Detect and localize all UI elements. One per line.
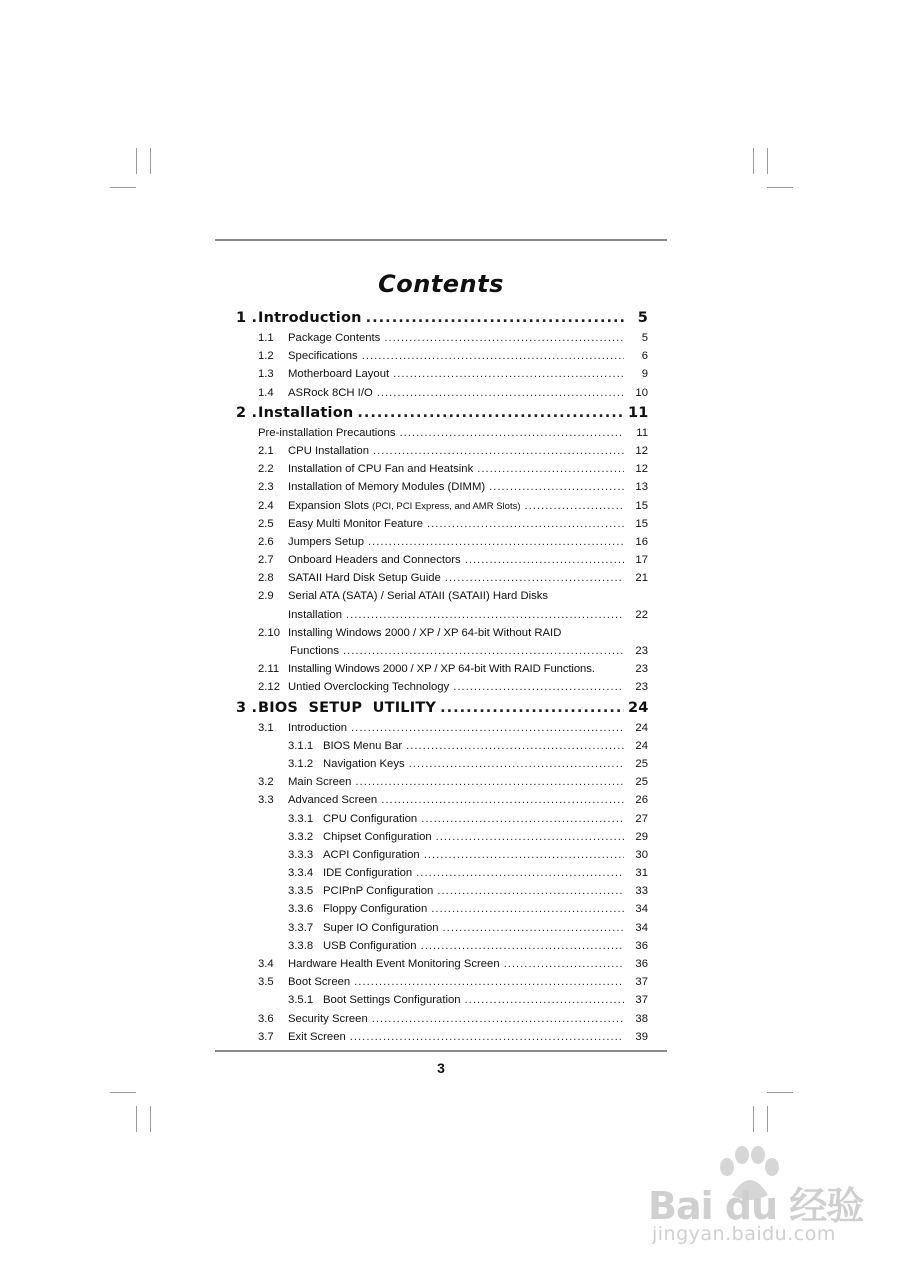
dot-leader [346,606,624,624]
dot-leader [421,810,624,828]
entry-page: 33 [635,885,648,898]
entry-title: Installation of CPU Fan and Heatsink [288,463,474,476]
entry-number: 3.1.1 [288,739,314,752]
entry-title: Onboard Headers and Connectors [288,554,461,567]
entry-number: 2.7 [258,554,274,567]
entry-number: 3.2 [258,776,274,789]
entry-number: 3.5 [258,976,274,989]
entry-title: Exit Screen [288,1030,346,1043]
section-title: Introduction [258,310,362,326]
dot-leader [489,478,624,496]
section-page: 11 [628,404,649,421]
dot-leader [427,515,624,533]
entry-title: Pre-installation Precautions [258,426,396,439]
entry-title: Chipset Configuration [323,830,432,843]
entry-title: CPU Configuration [323,812,418,825]
entry-title: Serial ATA (SATA) / Serial ATAII (SATAII) Hard Disks [288,590,549,603]
entry-title: Boot Settings Configuration [323,994,461,1007]
dot-leader [393,365,624,383]
entry-title-note: (PCI, PCI Express, and AMR Slots) [372,500,521,512]
toc-entry[interactable] [236,347,648,365]
dot-leader [437,882,624,900]
toc-entry[interactable] [236,515,648,533]
entry-page: 26 [635,794,648,807]
toc-entry[interactable] [236,973,648,991]
toc-entry[interactable] [236,365,648,383]
dot-leader [525,497,624,515]
entry-number: 2.2 [258,463,274,476]
toc-entry[interactable] [236,791,648,809]
entry-number: 3.3.4 [288,867,314,880]
entry-number: 3.5.1 [288,994,314,1007]
toc-entry[interactable] [236,991,648,1009]
entry-page: 31 [635,867,648,880]
dot-leader [377,384,624,402]
dot-leader [424,846,624,864]
dot-leader [416,864,624,882]
entry-page: 15 [635,517,648,530]
page-number: 3 [437,1060,445,1076]
watermark-url: jingyan.baidu.com [652,1223,836,1245]
entry-number: 3.6 [258,1012,274,1025]
dot-leader [445,569,624,587]
toc-section[interactable] [236,307,648,329]
entry-number: 3.3.3 [288,848,314,861]
watermark [640,1145,890,1270]
dot-leader [431,900,624,918]
bottom-rule [215,1050,667,1052]
toc-entry[interactable] [236,384,648,402]
dot-leader [357,402,624,424]
toc-entry[interactable] [236,810,648,828]
entry-page: 37 [635,976,648,989]
entry-page: 16 [635,535,648,548]
entry-page: 12 [635,444,648,457]
dot-leader [343,642,624,660]
top-rule [215,239,667,241]
toc-entry[interactable] [236,1028,648,1046]
entry-title: Jumpers Setup [288,535,364,548]
dot-leader [372,1010,624,1028]
dot-leader [409,755,624,773]
entry-page: 36 [635,958,648,970]
entry-page: 12 [635,463,648,476]
entry-page: 27 [635,812,648,825]
entry-title: CPU Installation [288,444,369,457]
entry-title: Installing Windows 2000 / XP / XP 64-bit Without RAID [288,626,562,639]
entry-number: 3.3.8 [288,939,314,952]
entry-page: 21 [635,572,648,585]
crop-mark [767,1106,768,1132]
dot-leader [440,697,624,719]
entry-number: 2.11 [258,663,280,676]
entry-number: 3.3.2 [288,830,314,843]
toc-entry[interactable] [236,719,648,737]
entry-title: Specifications [288,350,358,363]
toc-entry[interactable] [236,755,648,773]
toc-entry[interactable] [236,497,648,515]
dot-leader [465,551,624,569]
toc-entry[interactable] [236,660,648,678]
entry-number: 2.9 [258,590,274,603]
crop-mark [110,187,136,188]
entry-number: 1.4 [258,386,274,399]
entry-page: 5 [641,332,648,344]
dot-leader [351,719,624,737]
dot-leader [362,347,624,365]
toc-section[interactable] [236,697,648,719]
entry-number: 1.3 [258,368,274,381]
entry-title: Super IO Configuration [323,921,439,934]
toc-entry[interactable] [236,551,648,569]
toc-entry[interactable] [236,678,648,696]
toc-entry[interactable] [236,624,648,642]
toc-entry[interactable] [236,442,648,460]
toc-entry[interactable] [236,900,648,918]
crop-mark [753,148,754,174]
entry-title: BIOS Menu Bar [323,739,403,752]
toc-entry[interactable] [236,478,648,496]
entry-page: 37 [635,994,648,1007]
entry-number: 2.12 [258,681,280,694]
entry-number: 2.8 [258,572,274,585]
entry-number: 3.1 [258,721,274,734]
watermark-brand: Bai du 经验 [648,1184,864,1228]
dot-leader [421,937,624,955]
entry-title: Boot Screen [288,976,351,989]
entry-page: 15 [635,499,648,512]
entry-page: 23 [635,681,648,694]
entry-title: Advanced Screen [288,794,378,807]
entry-title [288,497,521,516]
entry-page: 9 [641,368,648,381]
entry-title: ACPI Configuration [323,848,420,861]
entry-title: Installation of Memory Modules (DIMM) [288,481,486,494]
entry-title-main: Expansion Slots [288,499,370,512]
section-page: 24 [628,699,649,716]
entry-number: 2.6 [258,535,274,548]
toc-entry[interactable] [236,955,648,973]
dot-leader [368,533,624,551]
toc-entry[interactable] [236,569,648,587]
entry-number: 3.3.5 [288,885,314,898]
entry-page: 36 [635,939,648,952]
dot-leader [465,991,624,1009]
toc-entry-continued[interactable] [236,642,648,660]
entry-title: Functions [290,645,339,657]
toc-entry[interactable] [236,882,648,900]
toc-entry[interactable] [236,424,648,442]
section-title: BIOS SETUP UTILITY [258,699,437,716]
toc-entry[interactable] [236,828,648,846]
toc-entry[interactable] [236,460,648,478]
section-page: 5 [637,310,648,326]
toc-entry[interactable] [236,919,648,937]
crop-mark [150,148,151,174]
entry-title: USB Configuration [323,939,417,952]
dot-leader [436,828,624,846]
entry-number: 3.3.7 [288,921,314,934]
entry-title: PCIPnP Configuration [323,885,434,898]
entry-page: 29 [635,830,648,843]
entry-page: 11 [636,426,648,439]
entry-title: SATAII Hard Disk Setup Guide [288,572,441,585]
entry-number: 2.3 [258,481,274,494]
entry-page: 30 [635,848,648,861]
entry-title: Navigation Keys [323,757,405,770]
entry-number: 2.5 [258,517,274,530]
dot-leader [453,678,624,696]
toc-entry[interactable] [236,1010,648,1028]
dot-leader [355,773,624,791]
toc-entry[interactable] [236,587,648,605]
entry-title: Untied Overclocking Technology [288,681,450,694]
entry-number: 3.7 [258,1030,274,1043]
dot-leader [366,307,624,329]
toc-entry[interactable] [236,329,648,347]
section-number: 1 . [236,310,258,326]
dot-leader [350,1028,624,1046]
entry-page: 24 [635,721,648,734]
entry-number: 3.3 [258,794,274,807]
entry-page: 22 [635,608,648,621]
entry-page: 25 [635,776,648,789]
toc-entry[interactable] [236,864,648,882]
entry-number: 3.4 [258,958,274,970]
entry-title: Main Screen [288,776,352,789]
entry-title: Introduction [288,721,348,734]
toc-section[interactable] [236,402,648,424]
section-number: 3 . [236,699,258,716]
page-title: Contents [378,270,504,298]
entry-page: 17 [635,554,648,567]
entry-page: 23 [635,663,648,676]
entry-page: 23 [635,645,648,657]
dot-leader [443,919,624,937]
crop-mark [136,1106,137,1132]
entry-number: 3.3.1 [288,812,314,825]
crop-mark [767,148,768,174]
crop-mark [753,1106,754,1132]
entry-page: 13 [635,481,648,494]
toc-entry[interactable] [236,846,648,864]
entry-title: Package Contents [288,332,381,344]
entry-page: 39 [635,1030,648,1043]
entry-page: 34 [635,903,648,916]
entry-page: 6 [641,350,648,363]
entry-number: 2.1 [258,444,274,457]
entry-title: Installation [288,608,343,621]
entry-title: Installing Windows 2000 / XP / XP 64-bit With RAID Functions. [288,663,595,676]
crop-mark [136,148,137,174]
entry-number: 3.1.2 [288,757,314,770]
entry-page: 10 [635,386,648,399]
entry-number: 1.1 [258,332,274,344]
toc-entry-continued[interactable] [236,606,648,624]
toc-entry[interactable] [236,533,648,551]
toc-entry[interactable] [236,937,648,955]
entry-title: Floppy Configuration [323,903,428,916]
entry-number: 2.10 [258,626,280,639]
dot-leader [373,442,624,460]
dot-leader [477,460,624,478]
entry-page: 24 [635,739,648,752]
crop-mark [150,1106,151,1132]
dot-leader [384,329,624,347]
entry-title: Security Screen [288,1012,368,1025]
section-title: Installation [258,404,354,421]
entry-number: 2.4 [258,499,274,512]
crop-mark [767,187,793,188]
dot-leader [354,973,624,991]
entry-page: 34 [635,921,648,934]
crop-mark [767,1092,793,1093]
entry-number: 1.2 [258,350,274,363]
toc-entry[interactable] [236,773,648,791]
crop-mark [110,1092,136,1093]
dot-leader [400,424,624,442]
entry-title: Motherboard Layout [288,368,390,381]
entry-page: 38 [635,1012,648,1025]
entry-title: Easy Multi Monitor Feature [288,517,423,530]
toc-entry[interactable] [236,737,648,755]
entry-title: ASRock 8CH I/O [288,386,373,399]
table-of-contents [236,307,648,1046]
dot-leader [381,791,624,809]
entry-title: Hardware Health Event Monitoring Screen [288,958,500,970]
dot-leader [406,737,624,755]
entry-number: 3.3.6 [288,903,314,916]
section-number: 2 . [236,404,258,421]
entry-title: IDE Configuration [323,867,413,880]
entry-page: 25 [635,757,648,770]
dot-leader [504,955,624,973]
